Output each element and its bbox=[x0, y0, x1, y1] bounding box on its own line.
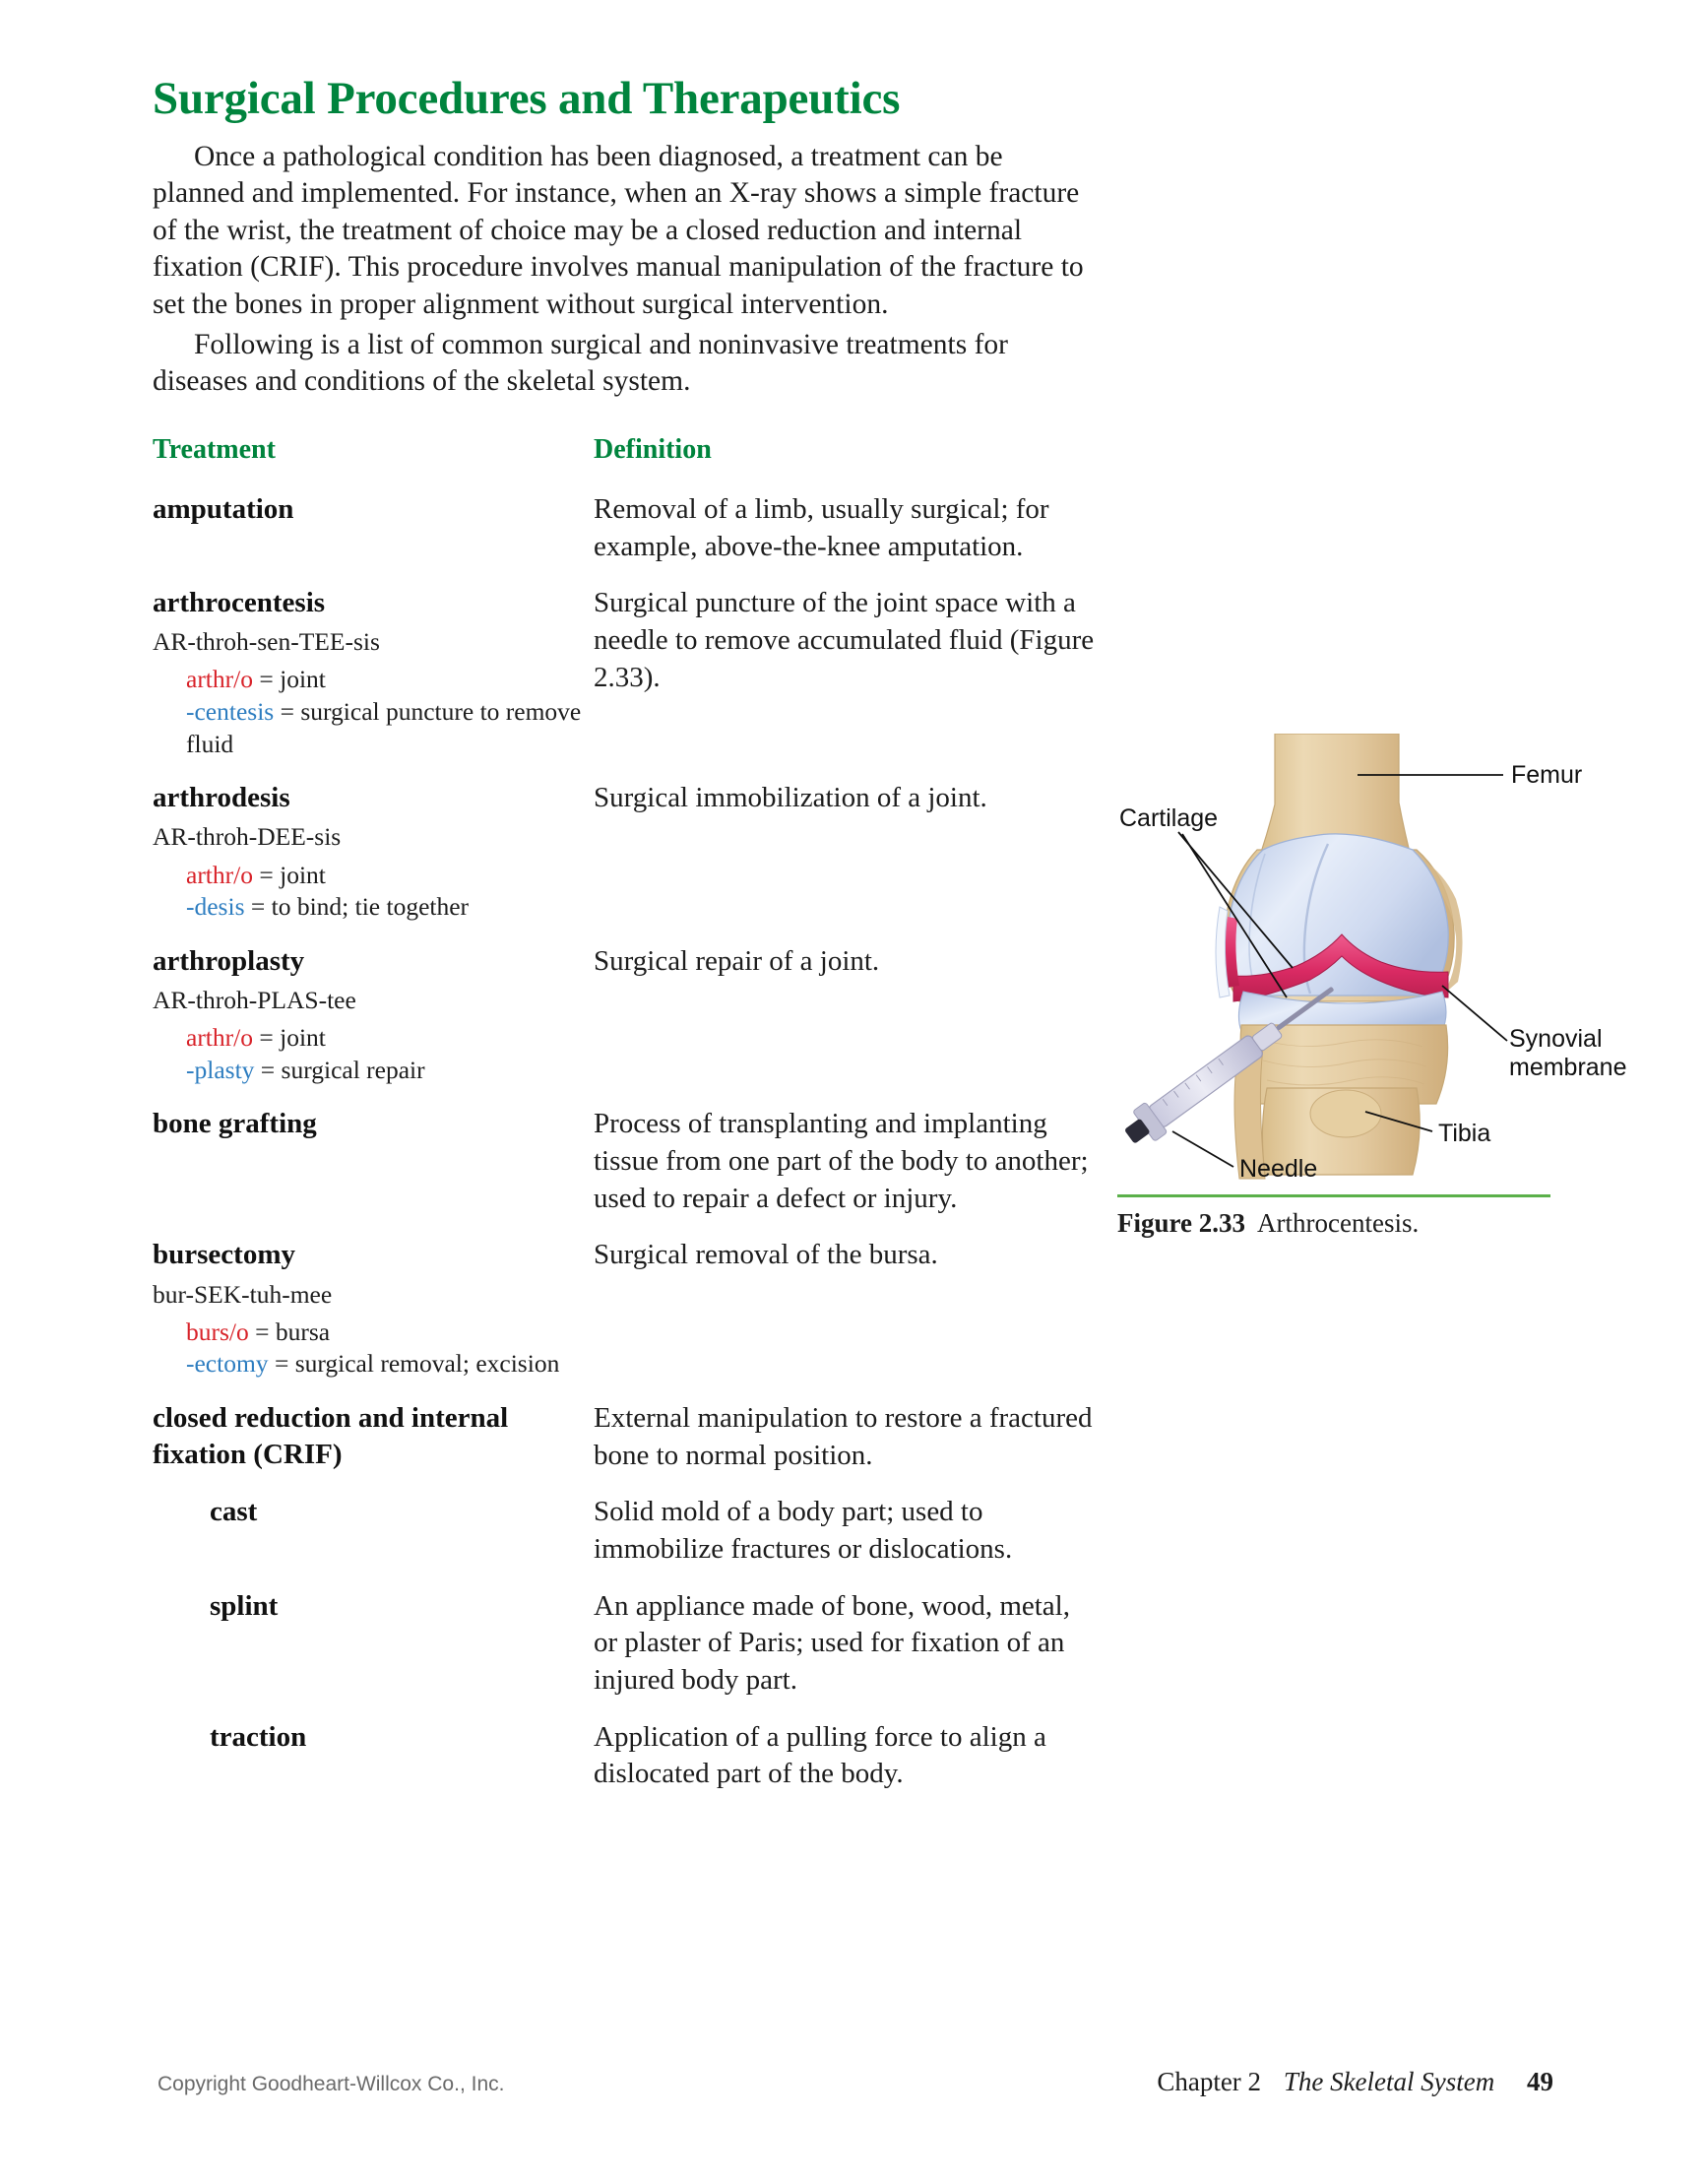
word-part bbox=[186, 1317, 594, 1349]
folio bbox=[1157, 2067, 1553, 2097]
figure-label-synovial-membrane bbox=[1509, 1025, 1627, 1082]
table-cell-term bbox=[153, 943, 594, 1087]
word-parts bbox=[153, 664, 594, 760]
word-part-meaning: = bursa bbox=[248, 1317, 331, 1346]
word-part-meaning: = surgical puncture to remove fluid bbox=[186, 697, 582, 758]
treatment-term: arthroplasty bbox=[153, 944, 305, 977]
table-cell-definition: Removal of a limb, usually surgical; for example, above-the-knee amputation. bbox=[594, 492, 1049, 562]
table-cell-term bbox=[153, 1237, 594, 1381]
column-header-treatment: Treatment bbox=[153, 433, 276, 465]
treatment-term: closed reduction and internal fixation (CRIF) bbox=[153, 1401, 509, 1471]
intro-paragraph-2: Following is a list of common surgical and noninvasive treatments for diseases and conditions of the skeletal system. bbox=[153, 328, 1008, 398]
word-part-morpheme: -ectomy bbox=[186, 1349, 269, 1379]
table-cell-term bbox=[153, 1588, 594, 1700]
figure-label-femur: Femur bbox=[1511, 761, 1583, 789]
treatment-term: traction bbox=[210, 1720, 307, 1753]
page-footer bbox=[158, 2067, 1553, 2097]
table-cell-definition: Surgical repair of a joint. bbox=[594, 944, 880, 977]
table-row bbox=[153, 585, 1098, 760]
treatment-term: arthrocentesis bbox=[153, 587, 326, 619]
table-cell-term bbox=[153, 780, 594, 924]
treatment-term: splint bbox=[210, 1589, 279, 1622]
word-part-meaning: = joint bbox=[252, 665, 326, 694]
figure-caption bbox=[1117, 1207, 1550, 1241]
table-cell-definition: Surgical puncture of the joint space with a needle to remove accumulated fluid (Figure 2.33). bbox=[594, 587, 1095, 693]
figure-caption-text: Arthrocentesis. bbox=[1257, 1208, 1420, 1238]
word-part bbox=[186, 696, 594, 760]
word-part-meaning: = joint bbox=[252, 1023, 326, 1053]
figure-label-synovial-line2: membrane bbox=[1509, 1054, 1627, 1081]
word-part-morpheme: burs/o bbox=[186, 1317, 249, 1346]
word-part-morpheme: arthr/o bbox=[186, 860, 253, 889]
table-row bbox=[153, 1237, 1098, 1381]
book-title: The Skeletal System bbox=[1283, 2067, 1495, 2096]
figure-label-synovial-line1: Synovial bbox=[1509, 1025, 1603, 1053]
chapter-label: Chapter 2 bbox=[1157, 2067, 1262, 2096]
table-cell-definition: Surgical removal of the bursa. bbox=[594, 1239, 938, 1271]
table-row bbox=[153, 943, 1098, 1087]
word-part bbox=[186, 1055, 594, 1087]
table-cell-term bbox=[153, 1719, 594, 1793]
pronunciation: AR-throh-DEE-sis bbox=[153, 822, 342, 852]
treatment-definition-table bbox=[153, 434, 1098, 1793]
table-cell-definition: An appliance made of bone, wood, metal, or plaster of Paris; used for fixation of an injured body part. bbox=[594, 1589, 1070, 1697]
table-cell-term bbox=[153, 585, 594, 760]
word-part bbox=[186, 891, 594, 924]
pronunciation: bur-SEK-tuh-mee bbox=[153, 1279, 333, 1309]
figure-label-needle: Needle bbox=[1239, 1155, 1318, 1183]
copyright-notice: Copyright Goodheart-Willcox Co., Inc. bbox=[158, 2073, 505, 2095]
table-cell-definition: Solid mold of a body part; used to immobilize fractures or dislocations. bbox=[594, 1496, 1013, 1565]
knee-joint-illustration bbox=[1117, 734, 1627, 1187]
word-part bbox=[186, 860, 594, 892]
table-cell-term bbox=[153, 1106, 594, 1217]
figure-label-tibia: Tibia bbox=[1438, 1120, 1491, 1147]
table-body bbox=[153, 491, 1098, 1793]
main-content bbox=[153, 74, 1137, 1813]
table-cell-term bbox=[153, 1494, 594, 1568]
page-number: 49 bbox=[1527, 2067, 1553, 2096]
arthrocentesis-diagram-svg bbox=[1117, 734, 1550, 1187]
word-part-meaning: = surgical repair bbox=[254, 1055, 425, 1084]
table-row bbox=[153, 1494, 1098, 1568]
word-part bbox=[186, 1022, 594, 1055]
figure-number: Figure 2.33 bbox=[1117, 1208, 1245, 1238]
leader-needle bbox=[1172, 1131, 1233, 1167]
leader-synovial bbox=[1442, 986, 1507, 1041]
treatment-term: bone grafting bbox=[153, 1108, 317, 1140]
word-part-morpheme: -centesis bbox=[186, 697, 275, 727]
table-row bbox=[153, 491, 1098, 565]
word-part-meaning: = to bind; tie together bbox=[244, 892, 470, 922]
word-parts bbox=[153, 860, 594, 924]
word-part-meaning: = joint bbox=[252, 860, 326, 889]
figure-rule bbox=[1117, 1194, 1550, 1197]
table-row bbox=[153, 1400, 1098, 1474]
table-row bbox=[153, 780, 1098, 924]
table-cell-term bbox=[153, 491, 594, 565]
pronunciation: AR-throh-PLAS-tee bbox=[153, 985, 356, 1014]
pronunciation: AR-throh-sen-TEE-sis bbox=[153, 627, 380, 657]
table-cell-term bbox=[153, 1400, 594, 1474]
page-title: Surgical Procedures and Therapeutics bbox=[153, 73, 901, 124]
word-parts bbox=[153, 1317, 594, 1381]
treatment-term: cast bbox=[210, 1496, 258, 1528]
treatment-term: arthrodesis bbox=[153, 782, 290, 814]
treatment-term: bursectomy bbox=[153, 1239, 295, 1271]
word-part-meaning: = surgical removal; excision bbox=[268, 1349, 560, 1379]
figure-2-33 bbox=[1117, 734, 1627, 1241]
column-header-definition: Definition bbox=[594, 433, 712, 465]
intro-paragraph-1: Once a pathological condition has been diagnosed, a treatment can be planned and implemented. For instance, when an X-ray shows a simple fracture of the wrist, the treatment of choice may be a closed reduction and internal fixation (CRIF). This procedure involves manual manipulation of the fracture to set the bones in proper alignment without surgical intervention. bbox=[153, 140, 1084, 320]
word-part-morpheme: -desis bbox=[186, 892, 245, 922]
word-part bbox=[186, 664, 594, 696]
table-header-row bbox=[153, 434, 1098, 466]
figure-label-cartilage: Cartilage bbox=[1119, 804, 1219, 832]
word-part-morpheme: arthr/o bbox=[186, 1023, 253, 1053]
table-row bbox=[153, 1106, 1098, 1217]
word-parts bbox=[153, 1022, 594, 1086]
treatment-term: amputation bbox=[153, 492, 294, 525]
table-cell-definition: Process of transplanting and implanting tissue from one part of the body to another; used to repair a defect or injury. bbox=[594, 1108, 1089, 1214]
table-row bbox=[153, 1719, 1098, 1793]
table-row bbox=[153, 1588, 1098, 1700]
table-cell-definition: Application of a pulling force to align a dislocated part of the body. bbox=[594, 1720, 1046, 1790]
table-cell-definition: External manipulation to restore a fractured bone to normal position. bbox=[594, 1401, 1093, 1471]
word-part-morpheme: -plasty bbox=[186, 1055, 255, 1084]
word-part bbox=[186, 1348, 594, 1381]
word-part-morpheme: arthr/o bbox=[186, 665, 253, 694]
table-cell-definition: Surgical immobilization of a joint. bbox=[594, 782, 987, 814]
